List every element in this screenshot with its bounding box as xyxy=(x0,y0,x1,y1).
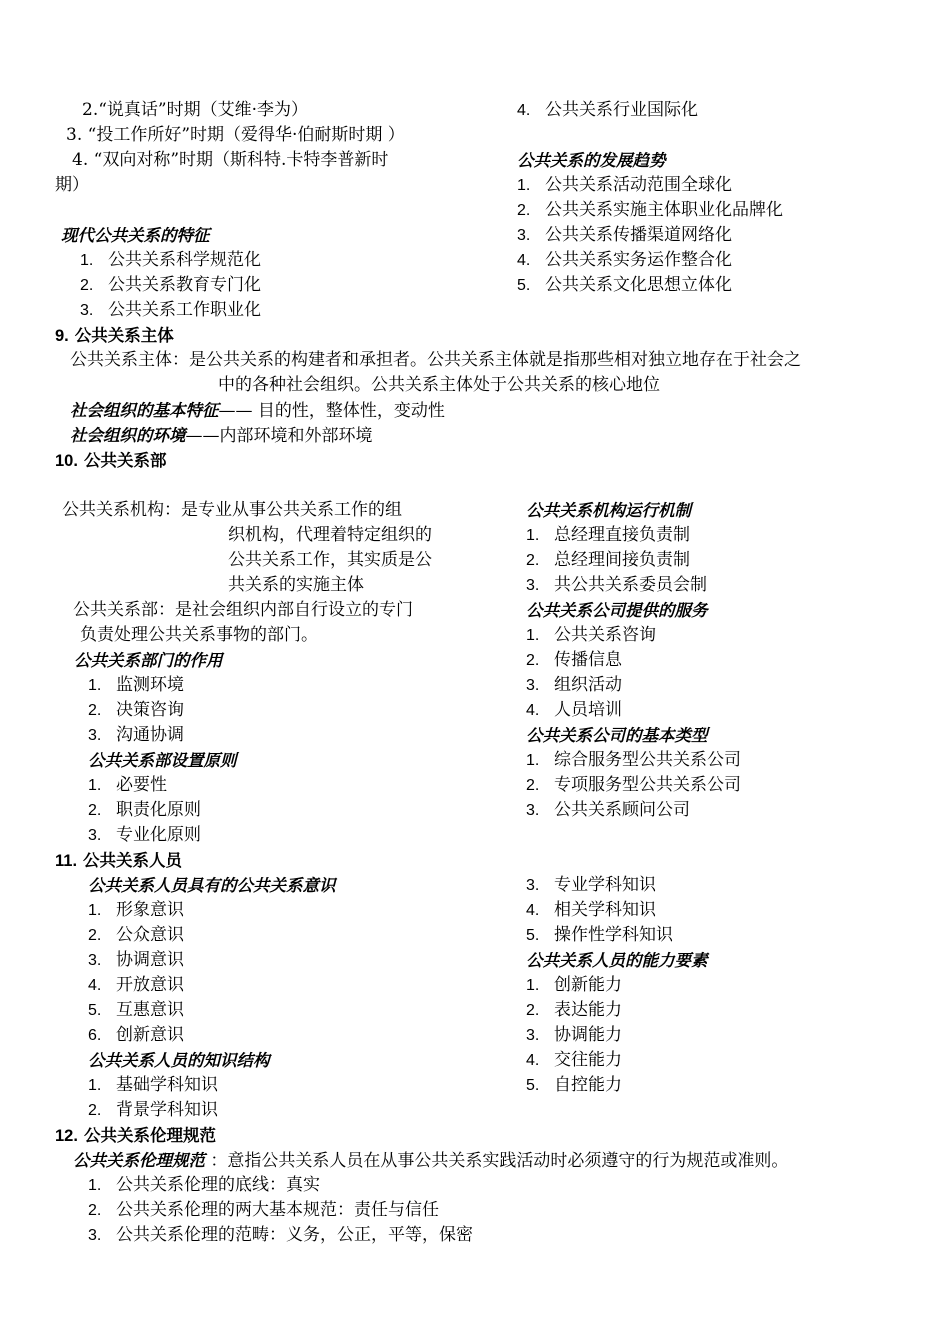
list-item: 4. 相关学科知识 xyxy=(526,900,656,920)
list-item: 2. 公共关系教育专门化 xyxy=(80,275,261,295)
company-type-heading: 公共关系公司的基本类型 xyxy=(526,726,708,745)
ethics-definition-line: 公共关系伦理规范 ：意指公共关系人员在从事公共关系实践活动时必须遵守的行为规范或准则。 xyxy=(73,1151,789,1171)
list-item: 4. 公共关系实务运作整合化 xyxy=(517,250,732,270)
list-item: 3. 公共关系顾问公司 xyxy=(526,800,690,820)
section-9-heading: 9. 公共关系主体 xyxy=(55,326,174,345)
subject-definition-line-2: 中的各种社会组织。公共关系主体处于公共关系的核心地位 xyxy=(218,375,660,395)
list-item: 4. 人员培训 xyxy=(526,700,622,720)
list-item: 5. 自控能力 xyxy=(526,1075,622,1095)
modern-features-heading: 现代公共关系的特征 xyxy=(61,226,210,245)
list-item: 3. 专业化原则 xyxy=(88,825,201,845)
list-item: 1. 基础学科知识 xyxy=(88,1075,218,1095)
dept-role-heading: 公共关系部门的作用 xyxy=(74,651,223,670)
period-4-line-cont: 期） xyxy=(55,175,89,195)
list-item: 3. 共公共关系委员会制 xyxy=(526,575,707,595)
section-10-heading: 10. 公共关系部 xyxy=(55,451,167,470)
list-item: 5. 公共关系文化思想立体化 xyxy=(517,275,732,295)
list-item: 2. 专项服务型公共关系公司 xyxy=(526,775,741,795)
dept-principle-heading: 公共关系部设置原则 xyxy=(88,751,237,770)
list-item: 3. 公共关系伦理的范畴：义务，公正，平等，保密 xyxy=(88,1225,473,1245)
list-item: 4. 开放意识 xyxy=(88,975,184,995)
org-definition-line: 公共关系工作，其实质是公 xyxy=(228,550,432,570)
awareness-heading: 公共关系人员具有的公共关系意识 xyxy=(88,876,336,895)
org-definition-line: 公共关系机构：是专业从事公共关系工作的组 xyxy=(62,500,402,520)
dept-definition-line: 负责处理公共关系事物的部门。 xyxy=(80,625,318,645)
list-item: 3. 协调意识 xyxy=(88,950,184,970)
section-11-heading: 11. 公共关系人员 xyxy=(55,851,183,870)
list-item: 3. 公共关系工作职业化 xyxy=(80,300,261,320)
list-item: 1. 形象意识 xyxy=(88,900,184,920)
list-item: 4. 交往能力 xyxy=(526,1050,622,1070)
list-item: 2. 公众意识 xyxy=(88,925,184,945)
mechanism-heading: 公共关系机构运行机制 xyxy=(526,501,691,520)
list-item: 1. 公共关系伦理的底线：真实 xyxy=(88,1175,320,1195)
list-item: 5. 互惠意识 xyxy=(88,1000,184,1020)
knowledge-heading: 公共关系人员的知识结构 xyxy=(88,1051,270,1070)
list-item: 2. 总经理间接负责制 xyxy=(526,550,690,570)
list-item: 2. 表达能力 xyxy=(526,1000,622,1020)
dept-definition-line: 公共关系部：是社会组织内部自行设立的专门 xyxy=(73,600,413,620)
list-item: 5. 操作性学科知识 xyxy=(526,925,673,945)
list-item: 1. 公共关系活动范围全球化 xyxy=(517,175,732,195)
list-item: 2. 职责化原则 xyxy=(88,800,201,820)
period-4-line: 4. “双向对称”时期（斯科特.卡特李普新时 xyxy=(72,150,389,170)
org-environment-line: 社会组织的环境——内部环境和外部环境 xyxy=(70,426,373,446)
list-item: 2. 背景学科知识 xyxy=(88,1100,218,1120)
list-item: 2. 传播信息 xyxy=(526,650,622,670)
list-item: 1. 必要性 xyxy=(88,775,167,795)
list-item: 1. 总经理直接负责制 xyxy=(526,525,690,545)
list-item: 3. 协调能力 xyxy=(526,1025,622,1045)
period-2-line: 2.“说真话”时期（艾维·李为） xyxy=(82,100,309,120)
service-heading: 公共关系公司提供的服务 xyxy=(526,601,708,620)
list-item: 4. 公共关系行业国际化 xyxy=(517,100,698,120)
list-item: 3. 沟通协调 xyxy=(88,725,184,745)
list-item: 1. 综合服务型公共关系公司 xyxy=(526,750,741,770)
org-definition-line: 共关系的实施主体 xyxy=(228,575,364,595)
list-item: 3. 组织活动 xyxy=(526,675,622,695)
subject-definition-line-1: 公共关系主体：是公共关系的构建者和承担者。公共关系主体就是指那些相对独立地存在于社会之 xyxy=(70,350,801,370)
list-item: 2. 决策咨询 xyxy=(88,700,184,720)
list-item: 1. 监测环境 xyxy=(88,675,184,695)
period-3-line: 3. “投工作所好”时期（爱得华·伯耐斯时期 ） xyxy=(66,125,405,145)
org-features-line: 社会组织的基本特征—— 目的性，整体性，变动性 xyxy=(70,401,445,421)
list-item: 1. 创新能力 xyxy=(526,975,622,995)
list-item: 1. 公共关系咨询 xyxy=(526,625,656,645)
list-item: 6. 创新意识 xyxy=(88,1025,184,1045)
ability-heading: 公共关系人员的能力要素 xyxy=(526,951,708,970)
org-definition-line: 织机构，代理着特定组织的 xyxy=(228,525,432,545)
list-item: 3. 专业学科知识 xyxy=(526,875,656,895)
list-item: 3. 公共关系传播渠道网络化 xyxy=(517,225,732,245)
section-12-heading: 12. 公共关系伦理规范 xyxy=(55,1126,216,1145)
list-item: 2. 公共关系实施主体职业化品牌化 xyxy=(517,200,783,220)
list-item: 2. 公共关系伦理的两大基本规范：责任与信任 xyxy=(88,1200,439,1220)
list-item: 1. 公共关系科学规范化 xyxy=(80,250,261,270)
trend-heading: 公共关系的发展趋势 xyxy=(517,151,666,170)
